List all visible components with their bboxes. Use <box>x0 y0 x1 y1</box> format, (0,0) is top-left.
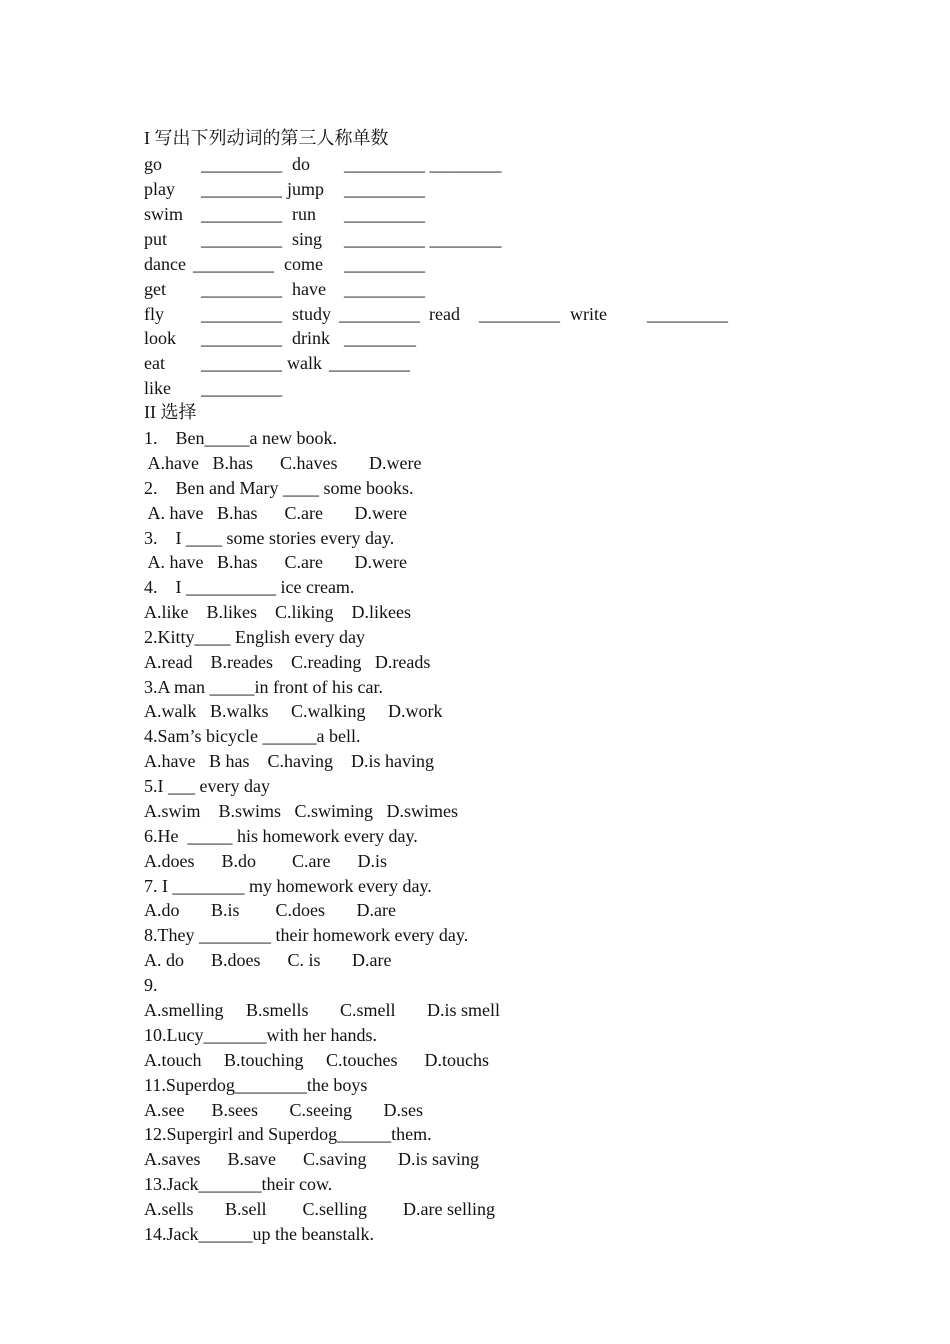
answer-blank: ________ <box>344 328 416 348</box>
verb-word: go <box>144 154 162 174</box>
verb-word: like <box>144 378 171 398</box>
verb-word: look <box>144 328 177 348</box>
answer-blank: _________ <box>329 353 410 373</box>
answer-options: A. do B.does C. is D.are <box>144 950 392 970</box>
question-stem: 9. <box>144 975 158 995</box>
answer-blank: _________ <box>201 154 282 174</box>
question-stem: 5.I ___ every day <box>144 776 270 796</box>
verb-word: write <box>570 304 607 324</box>
verb-word: play <box>144 179 175 199</box>
verb-word: study <box>292 304 332 324</box>
answer-options: A. have B.has C.are D.were <box>144 503 407 523</box>
verb-word: put <box>144 229 168 249</box>
answer-blank: _________ <box>201 328 282 348</box>
answer-blank: _________ <box>201 229 282 249</box>
verb-word: fly <box>144 304 164 324</box>
answer-options: A.have B has C.having D.is having <box>144 751 434 771</box>
question-stem: 13.Jack_______their cow. <box>144 1174 333 1194</box>
question-stem: 8.They ________ their homework every day. <box>144 925 469 945</box>
answer-blank: _________ <box>201 304 282 324</box>
answer-options: A.does B.do C.are D.is <box>144 851 387 871</box>
verb-word: dance <box>144 254 186 274</box>
answer-blank: _________ <box>201 204 282 224</box>
answer-options: A.like B.likes C.liking D.likees <box>144 602 411 622</box>
verb-word: sing <box>292 229 323 249</box>
answer-options: A.have B.has C.haves D.were <box>144 453 422 473</box>
answer-options: A.touch B.touching C.touches D.touchs <box>144 1050 489 1070</box>
answer-options: A.read B.reades C.reading D.reads <box>144 652 431 672</box>
question-stem: 4.Sam’s bicycle ______a bell. <box>144 726 361 746</box>
question-stem: 3. I ____ some stories every day. <box>144 528 395 548</box>
question-stem: 12.Supergirl and Superdog______them. <box>144 1124 432 1144</box>
answer-blank: _________ <box>479 304 560 324</box>
question-stem: 7. I ________ my homework every day. <box>144 876 432 896</box>
question-stem: 10.Lucy_______with her hands. <box>144 1025 377 1045</box>
answer-options: A.swim B.swims C.swiming D.swimes <box>144 801 459 821</box>
verb-word: jump <box>287 179 325 199</box>
answer-blank: _________ <box>344 279 425 299</box>
answer-blank: _________ <box>193 254 274 274</box>
answer-options: A. have B.has C.are D.were <box>144 552 407 572</box>
answer-options: A.smelling B.smells C.smell D.is smell <box>144 1000 501 1020</box>
verb-word: walk <box>287 353 322 373</box>
question-stem: 2.Kitty____ English every day <box>144 627 365 647</box>
answer-options: A.saves B.save C.saving D.is saving <box>144 1149 479 1169</box>
answer-blank: _________ ________ <box>344 154 502 174</box>
answer-blank: _________ <box>344 204 425 224</box>
answer-blank: _________ <box>201 179 282 199</box>
question-stem: 11.Superdog________the boys <box>144 1075 368 1095</box>
section-2-title: II 选择 <box>144 402 197 422</box>
answer-options: A.walk B.walks C.walking D.work <box>144 701 443 721</box>
answer-blank: _________ <box>201 279 282 299</box>
question-stem: 1. Ben_____a new book. <box>144 428 337 448</box>
verb-word: do <box>292 154 310 174</box>
verb-word: swim <box>144 204 184 224</box>
answer-blank: _________ ________ <box>344 229 502 249</box>
verb-word: run <box>292 204 316 224</box>
answer-blank: _________ <box>201 378 282 398</box>
question-stem: 4. I __________ ice cream. <box>144 577 355 597</box>
answer-options: A.see B.sees C.seeing D.ses <box>144 1100 423 1120</box>
question-stem: 2. Ben and Mary ____ some books. <box>144 478 414 498</box>
answer-blank: _________ <box>201 353 282 373</box>
verb-word: read <box>429 304 460 324</box>
answer-options: A.do B.is C.does D.are <box>144 900 396 920</box>
question-stem: 6.He _____ his homework every day. <box>144 826 418 846</box>
question-stem: 14.Jack______up the beanstalk. <box>144 1224 374 1244</box>
question-stem: 3.A man _____in front of his car. <box>144 677 383 697</box>
verb-word: drink <box>292 328 330 348</box>
answer-blank: _________ <box>344 254 425 274</box>
section-1-title: I 写出下列动词的第三人称单数 <box>144 128 389 148</box>
answer-blank: _________ <box>647 304 728 324</box>
verb-word: eat <box>144 353 165 373</box>
answer-blank: _________ <box>344 179 425 199</box>
verb-word: have <box>292 279 326 299</box>
verb-word: get <box>144 279 166 299</box>
answer-blank: _________ <box>339 304 420 324</box>
answer-options: A.sells B.sell C.selling D.are selling <box>144 1199 495 1219</box>
verb-word: come <box>284 254 323 274</box>
